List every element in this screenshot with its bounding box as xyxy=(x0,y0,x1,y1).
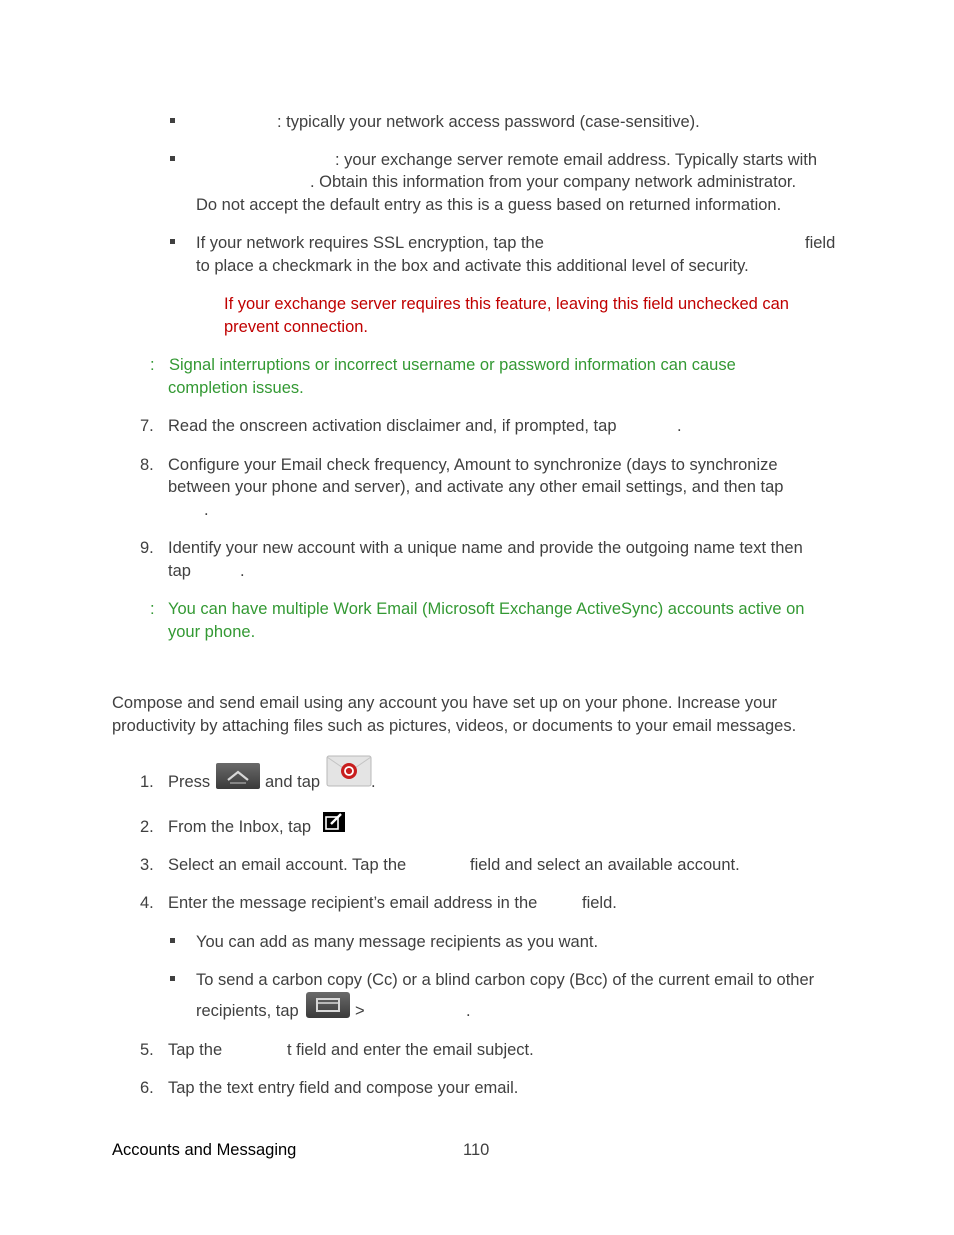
step8-tail: . xyxy=(204,501,209,519)
note2-line2: your phone. xyxy=(168,623,256,641)
step3-text1: Select an email account. Tap the xyxy=(168,856,407,874)
note1-line1: Signal interruptions or incorrect username or password information can cause xyxy=(169,356,736,374)
password-description: : typically your network access password (case-sensitive). xyxy=(277,113,700,131)
step2-text: From the Inbox, tap xyxy=(168,818,312,836)
bullet-marker xyxy=(170,976,175,981)
step4-bullet1: You can add as many message recipients as you want. xyxy=(196,933,599,951)
step-number: 7. xyxy=(140,417,154,435)
step8-line2: between your phone and server), and activate any other email settings, and then tap xyxy=(168,478,784,496)
step-number: 3. xyxy=(140,856,154,874)
step9-line1: Identify your new account with a unique name and provide the outgoing name text then xyxy=(168,539,803,557)
step7-tail: . xyxy=(677,417,682,435)
warning-line2: prevent connection. xyxy=(224,318,369,336)
step5-text1: Tap the xyxy=(168,1041,223,1059)
step1-and-tap: and tap xyxy=(265,773,321,791)
step-number: 9. xyxy=(140,539,154,557)
home-key-icon[interactable] xyxy=(216,763,260,789)
server-description-line1: : your exchange server remote email address. Typically starts with xyxy=(335,151,818,169)
step-number: 4. xyxy=(140,894,154,912)
step4-text2: field. xyxy=(582,894,617,912)
step6-text: Tap the text entry field and compose your email. xyxy=(168,1079,519,1097)
step-number: 2. xyxy=(140,818,154,836)
bullet-marker xyxy=(170,239,175,244)
note2-line1: You can have multiple Work Email (Microsoft Exchange ActiveSync) accounts active on xyxy=(168,600,805,618)
step9-tail: . xyxy=(240,562,245,580)
bullet-marker xyxy=(170,938,175,943)
warning-line1: If your exchange server requires this feature, leaving this field unchecked can xyxy=(224,295,789,313)
footer-page-number: 110 xyxy=(463,1141,490,1159)
step1-press: Press xyxy=(168,773,211,791)
step-number: 8. xyxy=(140,456,154,474)
server-description-line3: Do not accept the default entry as this is a guess based on returned information. xyxy=(196,196,782,214)
step7-text: Read the onscreen activation disclaimer and, if prompted, tap xyxy=(168,417,617,435)
step1-tail: . xyxy=(371,773,376,791)
step4-bullet2-gt: > xyxy=(355,1002,365,1020)
step-number: 1. xyxy=(140,773,154,791)
step4-bullet2-line1: To send a carbon copy (Cc) or a blind carbon copy (Bcc) of the current email to other xyxy=(196,971,815,989)
step-number: 5. xyxy=(140,1041,154,1059)
footer-section-title: Accounts and Messaging xyxy=(112,1141,297,1159)
step9-line2: tap xyxy=(168,562,191,580)
bullet-marker xyxy=(170,118,175,123)
step3-text2: field and select an available account. xyxy=(470,856,740,874)
email-app-icon[interactable] xyxy=(326,754,372,788)
note1-line2: completion issues. xyxy=(168,379,304,397)
step5-text2: t field and enter the email subject. xyxy=(287,1041,534,1059)
intro-line1: Compose and send email using any account you have set up on your phone. Increase your xyxy=(112,694,778,712)
bullet-marker xyxy=(170,156,175,161)
server-description-line2: . Obtain this information from your company network administrator. xyxy=(310,173,797,191)
step-number: 6. xyxy=(140,1079,154,1097)
step8-line1: Configure your Email check frequency, Amount to synchronize (days to synchronize xyxy=(168,456,778,474)
compose-icon[interactable] xyxy=(323,812,345,832)
ssl-field-word: field xyxy=(805,234,836,252)
intro-line2: productivity by attaching files such as pictures, videos, or documents to your email messages. xyxy=(112,717,797,735)
note1-colon: : xyxy=(150,356,155,374)
ssl-line1: If your network requires SSL encryption, tap the xyxy=(196,234,544,252)
step4-bullet2-line2: recipients, tap xyxy=(196,1002,299,1020)
menu-key-icon[interactable] xyxy=(306,992,350,1018)
step4-text1: Enter the message recipient’s email address in the xyxy=(168,894,538,912)
note2-colon: : xyxy=(150,600,155,618)
ssl-line2: to place a checkmark in the box and activate this additional level of security. xyxy=(196,257,749,275)
step4-bullet2-tail: . xyxy=(466,1002,471,1020)
